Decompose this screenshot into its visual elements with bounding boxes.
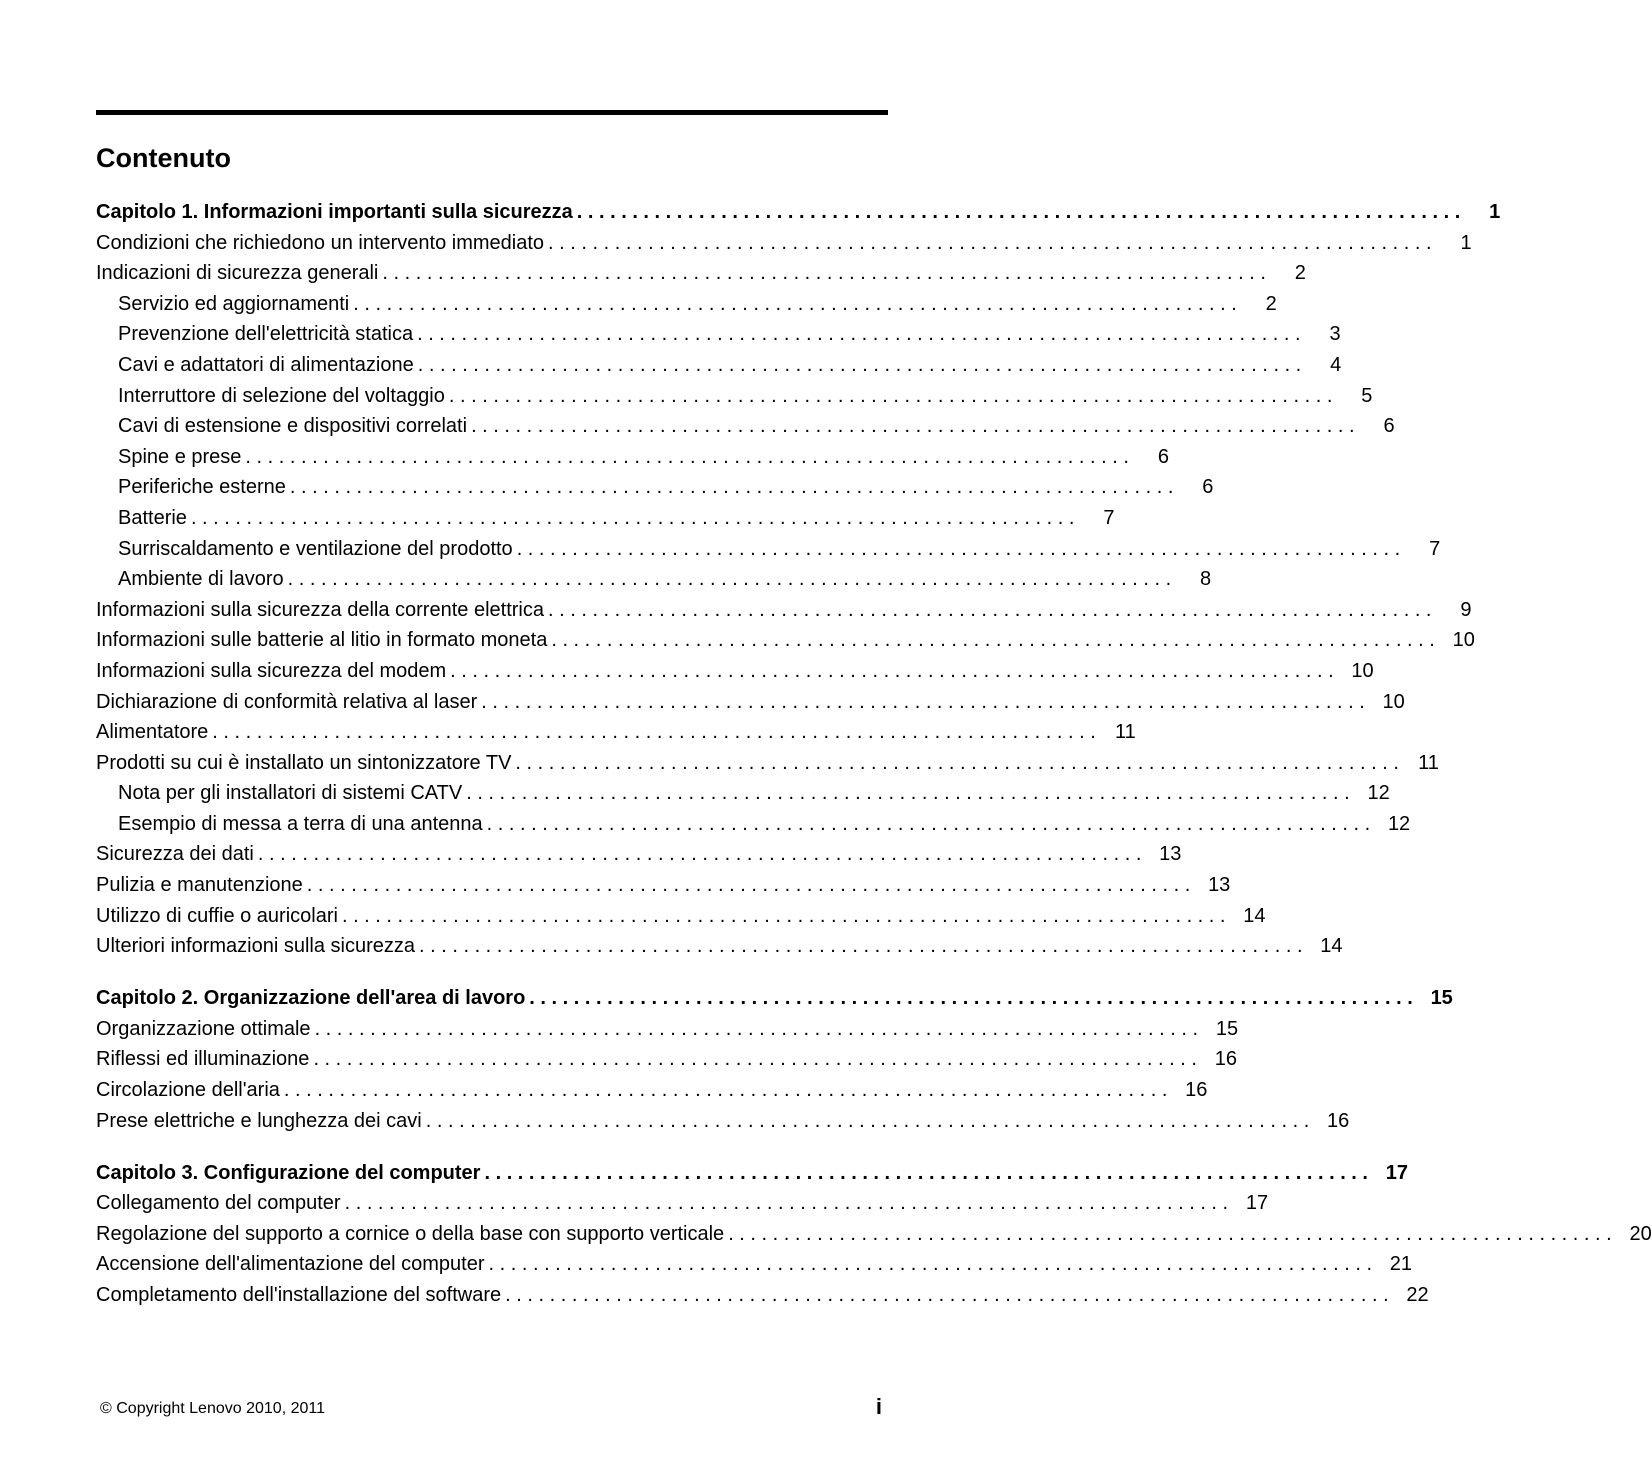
toc-page-number: 10: [1452, 629, 1475, 652]
toc-chapter-entry[interactable]: [96, 983, 1453, 1014]
toc-entry-title: Interruttore di selezione del voltaggio: [118, 381, 449, 412]
toc-page-number: 2: [1294, 262, 1306, 285]
toc-dot-leader: . . . . . . . . . . . . . . . . . . . . . . . . . . . . . . . . . . . . . . . . . . . . . . . . . . . . . . . . . . . . . . . . . . . . . . . . . . . . . . . .: [353, 292, 1237, 315]
toc-dot-leader: . . . . . . . . . . . . . . . . . . . . . . . . . . . . . . . . . . . . . . . . . . . . . . . . . . . . . . . . . . . . . . . . . . . . . . . . . . . . . . . .: [529, 987, 1413, 1010]
toc-dot-leader: . . . . . . . . . . . . . . . . . . . . . . . . . . . . . . . . . . . . . . . . . . . . . . . . . . . . . . . . . . . . . . . . . . . . . . . . . . . . . . . .: [516, 537, 1401, 560]
toc-entry-title: Condizioni che richiedono un intervento immediato: [96, 228, 548, 259]
toc-dot-leader: . . . . . . . . . . . . . . . . . . . . . . . . . . . . . . . . . . . . . . . . . . . . . . . . . . . . . . . . . . . . . . . . . . . . . . . . . . . . . . . .: [576, 201, 1461, 223]
toc-entry-title: Alimentatore: [96, 717, 212, 748]
table-of-contents: [96, 197, 1652, 1311]
toc-entry[interactable]: [96, 1075, 1208, 1106]
toc-page-number: 2: [1265, 292, 1277, 315]
toc-entry[interactable]: [96, 381, 1373, 412]
toc-entry[interactable]: [96, 319, 1341, 350]
toc-dot-leader: . . . . . . . . . . . . . . . . . . . . . . . . . . . . . . . . . . . . . . . . . . . . . . . . . . . . . . . . . . . . . . . . . . . . . . . . . . . . . . . .: [486, 812, 1371, 835]
toc-page-number: 13: [1159, 843, 1182, 866]
toc-entry-title: Esempio di messa a terra di una antenna: [118, 809, 487, 840]
toc-dot-leader: . . . . . . . . . . . . . . . . . . . . . . . . . . . . . . . . . . . . . . . . . . . . . . . . . . . . . . . . . . . . . . . . . . . . . . . . . . . . . . . .: [448, 384, 1333, 407]
toc-dot-leader: . . . . . . . . . . . . . . . . . . . . . . . . . . . . . . . . . . . . . . . . . . . . . . . . . . . . . . . . . . . . . . . . . . . . . . . . . . . . . . . .: [547, 598, 1432, 621]
footer-page-number: i: [875, 1394, 882, 1419]
toc-entry[interactable]: [96, 534, 1441, 565]
toc-entry[interactable]: [96, 1044, 1237, 1075]
toc-entry[interactable]: [96, 228, 1472, 259]
toc-entry[interactable]: [96, 901, 1266, 932]
toc-entry[interactable]: [96, 1106, 1350, 1137]
toc-page-number: 17: [1385, 1161, 1408, 1184]
toc-dot-leader: . . . . . . . . . . . . . . . . . . . . . . . . . . . . . . . . . . . . . . . . . . . . . . . . . . . . . . . . . . . . . . . . . . . . . . . . . . . . . . . .: [283, 1079, 1168, 1102]
toc-page-number: 5: [1361, 384, 1373, 407]
toc-entry-title: Surriscaldamento e ventilazione del prodotto: [118, 534, 517, 565]
toc-entry[interactable]: [96, 809, 1411, 840]
toc-page-number: 22: [1406, 1283, 1429, 1306]
toc-dot-leader: . . . . . . . . . . . . . . . . . . . . . . . . . . . . . . . . . . . . . . . . . . . . . . . . . . . . . . . . . . . . . . . . . . . . . . . . . . . . . . . .: [314, 1017, 1199, 1040]
toc-page-number: 11: [1418, 751, 1439, 774]
toc-entry[interactable]: [96, 839, 1182, 870]
toc-page-number: 7: [1429, 537, 1441, 560]
toc-entry[interactable]: [96, 595, 1472, 626]
toc-dot-leader: . . . . . . . . . . . . . . . . . . . . . . . . . . . . . . . . . . . . . . . . . . . . . . . . . . . . . . . . . . . . . . . . . . . . . . . . . . . . . . . .: [481, 690, 1365, 713]
toc-entry[interactable]: [96, 931, 1343, 962]
toc-entry-title: Pulizia e manutenzione: [96, 870, 307, 901]
toc-page-number: 12: [1367, 782, 1390, 805]
toc-page-number: 14: [1243, 904, 1266, 927]
toc-page-number: 1: [1460, 231, 1472, 254]
toc-dot-leader: . . . . . . . . . . . . . . . . . . . . . . . . . . . . . . . . . . . . . . . . . . . . . . . . . . . . . . . . . . . . . . . . . . . . . . . . . . . . . . . .: [551, 629, 1435, 652]
toc-page-number: 15: [1430, 987, 1453, 1010]
toc-dot-leader: . . . . . . . . . . . . . . . . . . . . . . . . . . . . . . . . . . . . . . . . . . . . . . . . . . . . . . . . . . . . . . . . . . . . . . . . . . . . . . . .: [484, 1161, 1368, 1184]
toc-dot-leader: . . . . . . . . . . . . . . . . . . . . . . . . . . . . . . . . . . . . . . . . . . . . . . . . . . . . . . . . . . . . . . . . . . . . . . . . . . . . . . . .: [212, 721, 1096, 744]
toc-entry[interactable]: [96, 1014, 1239, 1045]
toc-page-number: 21: [1389, 1253, 1413, 1276]
toc-dot-leader: . . . . . . . . . . . . . . . . . . . . . . . . . . . . . . . . . . . . . . . . . . . . . . . . . . . . . . . . . . . . . . . . . . . . . . . . . . . . . . . .: [382, 262, 1266, 285]
toc-dot-leader: . . . . . . . . . . . . . . . . . . . . . . . . . . . . . . . . . . . . . . . . . . . . . . . . . . . . . . . . . . . . . . . . . . . . . . . . . . . . . . . .: [306, 874, 1191, 897]
toc-page-number: 16: [1327, 1109, 1350, 1132]
toc-dot-leader: . . . . . . . . . . . . . . . . . . . . . . . . . . . . . . . . . . . . . . . . . . . . . . . . . . . . . . . . . . . . . . . . . . . . . . . . . . . . . . . .: [419, 935, 1303, 958]
toc-dot-leader: . . . . . . . . . . . . . . . . . . . . . . . . . . . . . . . . . . . . . . . . . . . . . . . . . . . . . . . . . . . . . . . . . . . . . . . . . . . . . . . .: [505, 1283, 1389, 1306]
toc-page-number: 17: [1245, 1192, 1269, 1215]
toc-entry-title: Cavi e adattatori di alimentazione: [118, 350, 418, 381]
toc-entry[interactable]: [96, 748, 1439, 779]
toc-entry-title: Spine e prese: [118, 442, 245, 473]
toc-entry[interactable]: [96, 472, 1214, 503]
toc-entry-title: Dichiarazione di conformità relativa al laser: [96, 687, 481, 718]
toc-dot-leader: . . . . . . . . . . . . . . . . . . . . . . . . . . . . . . . . . . . . . . . . . . . . . . . . . . . . . . . . . . . . . . . . . . . . . . . . . . . . . . . .: [313, 1048, 1197, 1071]
toc-dot-leader: . . . . . . . . . . . . . . . . . . . . . . . . . . . . . . . . . . . . . . . . . . . . . . . . . . . . . . . . . . . . . . . . . . . . . . . . . . . . . . . .: [425, 1109, 1310, 1132]
toc-entry[interactable]: [96, 625, 1475, 656]
toc-entry[interactable]: [96, 656, 1374, 687]
toc-dot-leader: . . . . . . . . . . . . . . . . . . . . . . . . . . . . . . . . . . . . . . . . . . . . . . . . . . . . . . . . . . . . . . . . . . . . . . . . . . . . . . . .: [289, 476, 1174, 499]
toc-entry[interactable]: [96, 411, 1395, 442]
toc-dot-leader: . . . . . . . . . . . . . . . . . . . . . . . . . . . . . . . . . . . . . . . . . . . . . . . . . . . . . . . . . . . . . . . . . . . . . . . . . . . . . . . .: [417, 353, 1302, 376]
toc-entry-title: Accensione dell'alimentazione del computer: [96, 1249, 489, 1280]
toc-dot-leader: . . . . . . . . . . . . . . . . . . . . . . . . . . . . . . . . . . . . . . . . . . . . . . . . . . . . . . . . . . . . . . . . . . . . . . . . . . . . . . . .: [417, 323, 1301, 346]
toc-entry-title: Informazioni sulla sicurezza della corrente elettrica: [96, 595, 548, 626]
toc-page-number: 11: [1115, 721, 1136, 744]
toc-entry-title: Cavi di estensione e dispositivi correlati: [118, 411, 471, 442]
toc-entry[interactable]: [96, 258, 1306, 289]
toc-dot-leader: . . . . . . . . . . . . . . . . . . . . . . . . . . . . . . . . . . . . . . . . . . . . . . . . . . . . . . . . . . . . . . . . . . . . . . . . . . . . . . . .: [257, 843, 1142, 866]
toc-entry-title: Informazioni sulla sicurezza del modem: [96, 656, 450, 687]
toc-page-number: 16: [1214, 1048, 1237, 1071]
toc-entry[interactable]: [96, 289, 1277, 320]
toc-page-number: 12: [1387, 812, 1411, 835]
toc-entry-title: Prese elettriche e lunghezza dei cavi: [96, 1106, 426, 1137]
toc-dot-leader: . . . . . . . . . . . . . . . . . . . . . . . . . . . . . . . . . . . . . . . . . . . . . . . . . . . . . . . . . . . . . . . . . . . . . . . . . . . . . . . .: [190, 506, 1075, 529]
toc-entry-title: Sicurezza dei dati: [96, 839, 258, 870]
toc-entry[interactable]: [96, 503, 1115, 534]
toc-entry-title: Circolazione dell'aria: [96, 1075, 284, 1106]
toc-page-number: 3: [1329, 323, 1341, 346]
toc-page-number: 6: [1157, 445, 1169, 468]
toc-page-number: 7: [1103, 506, 1115, 529]
toc-entry[interactable]: [96, 1280, 1429, 1311]
toc-entry[interactable]: [96, 687, 1405, 718]
toc-page-number: 1: [1489, 201, 1501, 223]
toc-dot-leader: . . . . . . . . . . . . . . . . . . . . . . . . . . . . . . . . . . . . . . . . . . . . . . . . . . . . . . . . . . . . . . . . . . . . . . . . . . . . . . . .: [728, 1222, 1612, 1245]
toc-page-number: 10: [1382, 690, 1405, 713]
toc-dot-leader: . . . . . . . . . . . . . . . . . . . . . . . . . . . . . . . . . . . . . . . . . . . . . . . . . . . . . . . . . . . . . . . . . . . . . . . . . . . . . . . .: [344, 1192, 1229, 1215]
toc-page-number: 6: [1383, 415, 1395, 438]
toc-entry-title: Servizio ed aggiornamenti: [118, 289, 353, 320]
toc-entry[interactable]: [96, 870, 1231, 901]
toc-page-number: 16: [1185, 1079, 1208, 1102]
toc-entry-title: Collegamento del computer: [96, 1188, 345, 1219]
toc-entry-title: Indicazioni di sicurezza generali: [96, 258, 382, 289]
toc-page-number: 6: [1202, 476, 1214, 499]
toc-entry[interactable]: [96, 1188, 1269, 1219]
toc-entry[interactable]: [96, 778, 1390, 809]
toc-entry-title: Batterie: [118, 503, 191, 534]
toc-entry-title: Completamento dell'installazione del software: [96, 1280, 505, 1311]
toc-entry-title: Prevenzione dell'elettricità statica: [118, 319, 417, 350]
toc-entry[interactable]: [96, 1219, 1652, 1250]
toc-entry-title: Organizzazione ottimale: [96, 1014, 315, 1045]
toc-dot-leader: . . . . . . . . . . . . . . . . . . . . . . . . . . . . . . . . . . . . . . . . . . . . . . . . . . . . . . . . . . . . . . . . . . . . . . . . . . . . . . . .: [466, 782, 1350, 805]
page-title: Contenuto: [96, 143, 231, 173]
toc-page-number: 10: [1351, 659, 1374, 682]
toc-page-number: 15: [1215, 1017, 1239, 1040]
toc-dot-leader: . . . . . . . . . . . . . . . . . . . . . . . . . . . . . . . . . . . . . . . . . . . . . . . . . . . . . . . . . . . . . . . . . . . . . . . . . . . . . . . .: [287, 568, 1172, 591]
toc-entry-title: Periferiche esterne: [118, 472, 290, 503]
toc-dot-leader: . . . . . . . . . . . . . . . . . . . . . . . . . . . . . . . . . . . . . . . . . . . . . . . . . . . . . . . . . . . . . . . . . . . . . . . . . . . . . . . .: [488, 1253, 1373, 1276]
toc-entry-title: Nota per gli installatori di sistemi CATV: [118, 778, 466, 809]
toc-dot-leader: . . . . . . . . . . . . . . . . . . . . . . . . . . . . . . . . . . . . . . . . . . . . . . . . . . . . . . . . . . . . . . . . . . . . . . . . . . . . . . . .: [245, 445, 1129, 468]
toc-entry-title: Regolazione del supporto a cornice o della base con supporto verticale: [96, 1219, 728, 1250]
toc-entry-title: Ambiente di lavoro: [118, 564, 288, 595]
toc-page-number: 20: [1629, 1222, 1652, 1245]
toc-entry-title: Informazioni sulle batterie al litio in formato moneta: [96, 625, 551, 656]
toc-dot-leader: . . . . . . . . . . . . . . . . . . . . . . . . . . . . . . . . . . . . . . . . . . . . . . . . . . . . . . . . . . . . . . . . . . . . . . . . . . . . . . . .: [515, 751, 1399, 774]
toc-entry[interactable]: [96, 564, 1212, 595]
toc-entry-title: Ulteriori informazioni sulla sicurezza: [96, 931, 419, 962]
toc-dot-leader: . . . . . . . . . . . . . . . . . . . . . . . . . . . . . . . . . . . . . . . . . . . . . . . . . . . . . . . . . . . . . . . . . . . . . . . . . . . . . . . .: [471, 415, 1355, 438]
toc-page-number: 8: [1200, 568, 1212, 591]
toc-dot-leader: . . . . . . . . . . . . . . . . . . . . . . . . . . . . . . . . . . . . . . . . . . . . . . . . . . . . . . . . . . . . . . . . . . . . . . . . . . . . . . . .: [341, 904, 1226, 927]
toc-chapter-entry[interactable]: [96, 1158, 1408, 1189]
toc-entry[interactable]: [96, 442, 1169, 473]
toc-page-number: 14: [1320, 935, 1343, 958]
toc-dot-leader: . . . . . . . . . . . . . . . . . . . . . . . . . . . . . . . . . . . . . . . . . . . . . . . . . . . . . . . . . . . . . . . . . . . . . . . . . . . . . . . .: [548, 231, 1432, 254]
toc-entry-title: Utilizzo di cuffie o auricolari: [96, 901, 342, 932]
toc-page-number: 9: [1460, 598, 1472, 621]
toc-page-number: 13: [1208, 874, 1231, 897]
toc-entry-title: Prodotti su cui è installato un sintonizzatore TV: [96, 748, 515, 779]
toc-entry[interactable]: [96, 350, 1342, 381]
toc-chapter-entry[interactable]: [96, 197, 1501, 228]
toc-dot-leader: . . . . . . . . . . . . . . . . . . . . . . . . . . . . . . . . . . . . . . . . . . . . . . . . . . . . . . . . . . . . . . . . . . . . . . . . . . . . . . . .: [450, 659, 1334, 682]
toc-entry-title: Riflessi ed illuminazione: [96, 1044, 313, 1075]
toc-page-number: 4: [1330, 353, 1342, 376]
toc-entry[interactable]: [96, 1249, 1413, 1280]
toc-entry-title: Capitolo 3. Configurazione del computer: [96, 1158, 484, 1189]
toc-entry-title: Capitolo 2. Organizzazione dell'area di lavoro: [96, 983, 529, 1014]
footer-copyright: © Copyright Lenovo 2010, 2011: [100, 1400, 325, 1417]
top-rule: [96, 110, 888, 115]
toc-entry-title: Capitolo 1. Informazioni importanti sulla sicurezza: [96, 197, 577, 228]
toc-entry[interactable]: [96, 717, 1136, 748]
